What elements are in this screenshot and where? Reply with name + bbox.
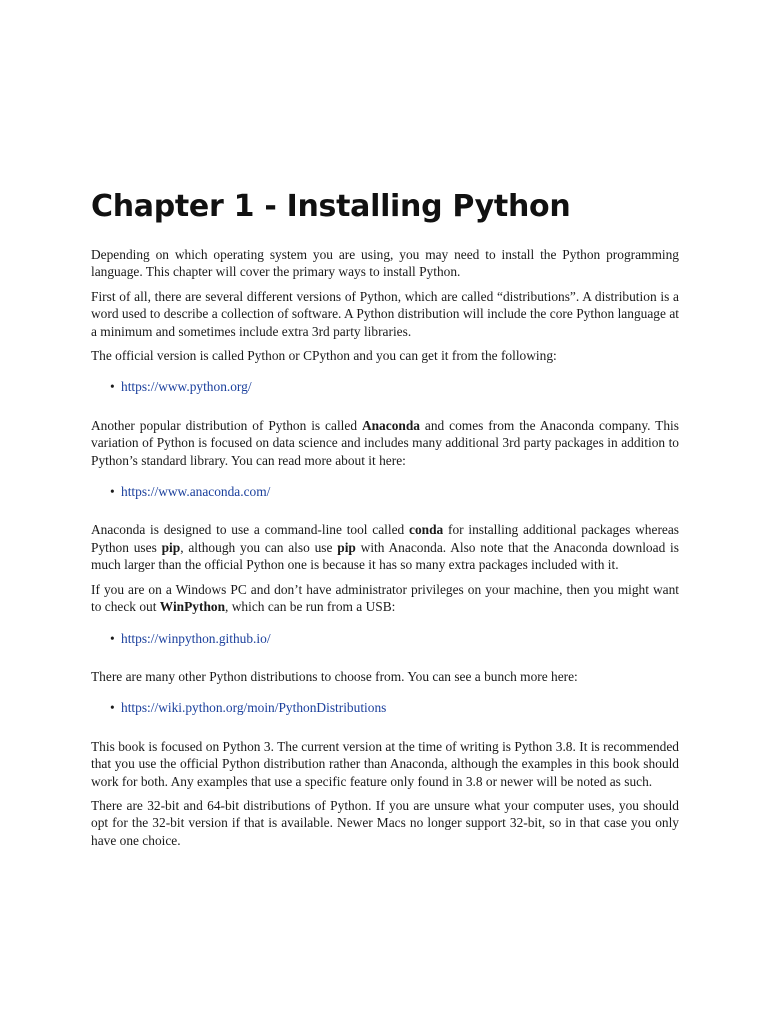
list-item <box>91 378 679 395</box>
paragraph-anaconda: Another popular distribution of Python is called Anaconda and comes from the Anaconda company. This variation of Python is focused on data science and includes many additional 3rd party packages in addition to Python’s standard library. You can read more about it here: <box>91 417 679 468</box>
paragraph-python3-focus: This book is focused on Python 3. The current version at the time of writing is Python 3.8. It is recommended that you use the official Python distribution rather than Anaconda, although the examples in this book should work for both. Any examples that use a specific feature only found in 3.8 or newer will be noted as such. <box>91 738 679 789</box>
link-list-python-org <box>91 378 679 395</box>
term-conda: conda <box>409 522 444 538</box>
link-winpython[interactable]: https://winpython.github.io/ <box>121 630 271 646</box>
list-item <box>91 483 679 500</box>
paragraph-winpython: If you are on a Windows PC and don’t have administrator privileges on your machine, then you might want to check out WinPython, which can be run from a USB: <box>91 581 679 615</box>
term-winpython: WinPython <box>159 599 226 615</box>
link-list-anaconda <box>91 483 679 500</box>
paragraph-distributions: First of all, there are several different versions of Python, which are called “distributions”. A distribution is a word used to describe a collection of software. A Python distribution will include the core Python language at a minimum and sometimes include extra 3rd party libraries. <box>91 288 679 339</box>
link-python-org[interactable]: https://www.python.org/ <box>121 379 252 395</box>
term-pip: pip <box>337 539 356 555</box>
link-list-distributions <box>91 699 679 716</box>
paragraph-conda-pip: Anaconda is designed to use a command-line tool called conda for installing additional packages whereas Python uses pip, although you can also use pip with Anaconda. Also note that the Anaconda download is much larger than the official Python one is because it has so many extra packages included with it. <box>91 522 679 573</box>
paragraph-32-64-bit: There are 32-bit and 64-bit distributions of Python. If you are unsure what your computer uses, you should opt for the 32-bit version if that is available. Newer Macs no longer support 32-bit, so in that case you only have one choice. <box>91 797 679 848</box>
paragraph-other-distributions: There are many other Python distributions to choose from. You can see a bunch more here: <box>91 668 578 684</box>
bullet-icon: • <box>110 484 115 500</box>
term-pip: pip <box>161 539 181 555</box>
paragraph-intro: Depending on which operating system you are using, you may need to install the Python programming language. This chapter will cover the primary ways to install Python. <box>91 247 679 280</box>
chapter-body <box>91 246 679 856</box>
list-item <box>91 699 679 716</box>
term-anaconda: Anaconda <box>361 417 420 433</box>
list-item <box>91 630 679 647</box>
bullet-icon: • <box>110 630 115 646</box>
link-anaconda[interactable]: https://www.anaconda.com/ <box>121 484 271 500</box>
chapter-title: Chapter 1 - Installing Python <box>91 189 571 224</box>
paragraph-official-version: The official version is called Python or CPython and you can get it from the following: <box>91 348 557 364</box>
bullet-icon: • <box>110 379 115 395</box>
link-python-distributions[interactable]: https://wiki.python.org/moin/PythonDistributions <box>121 700 387 716</box>
bullet-icon: • <box>110 700 115 716</box>
link-list-winpython <box>91 630 679 647</box>
